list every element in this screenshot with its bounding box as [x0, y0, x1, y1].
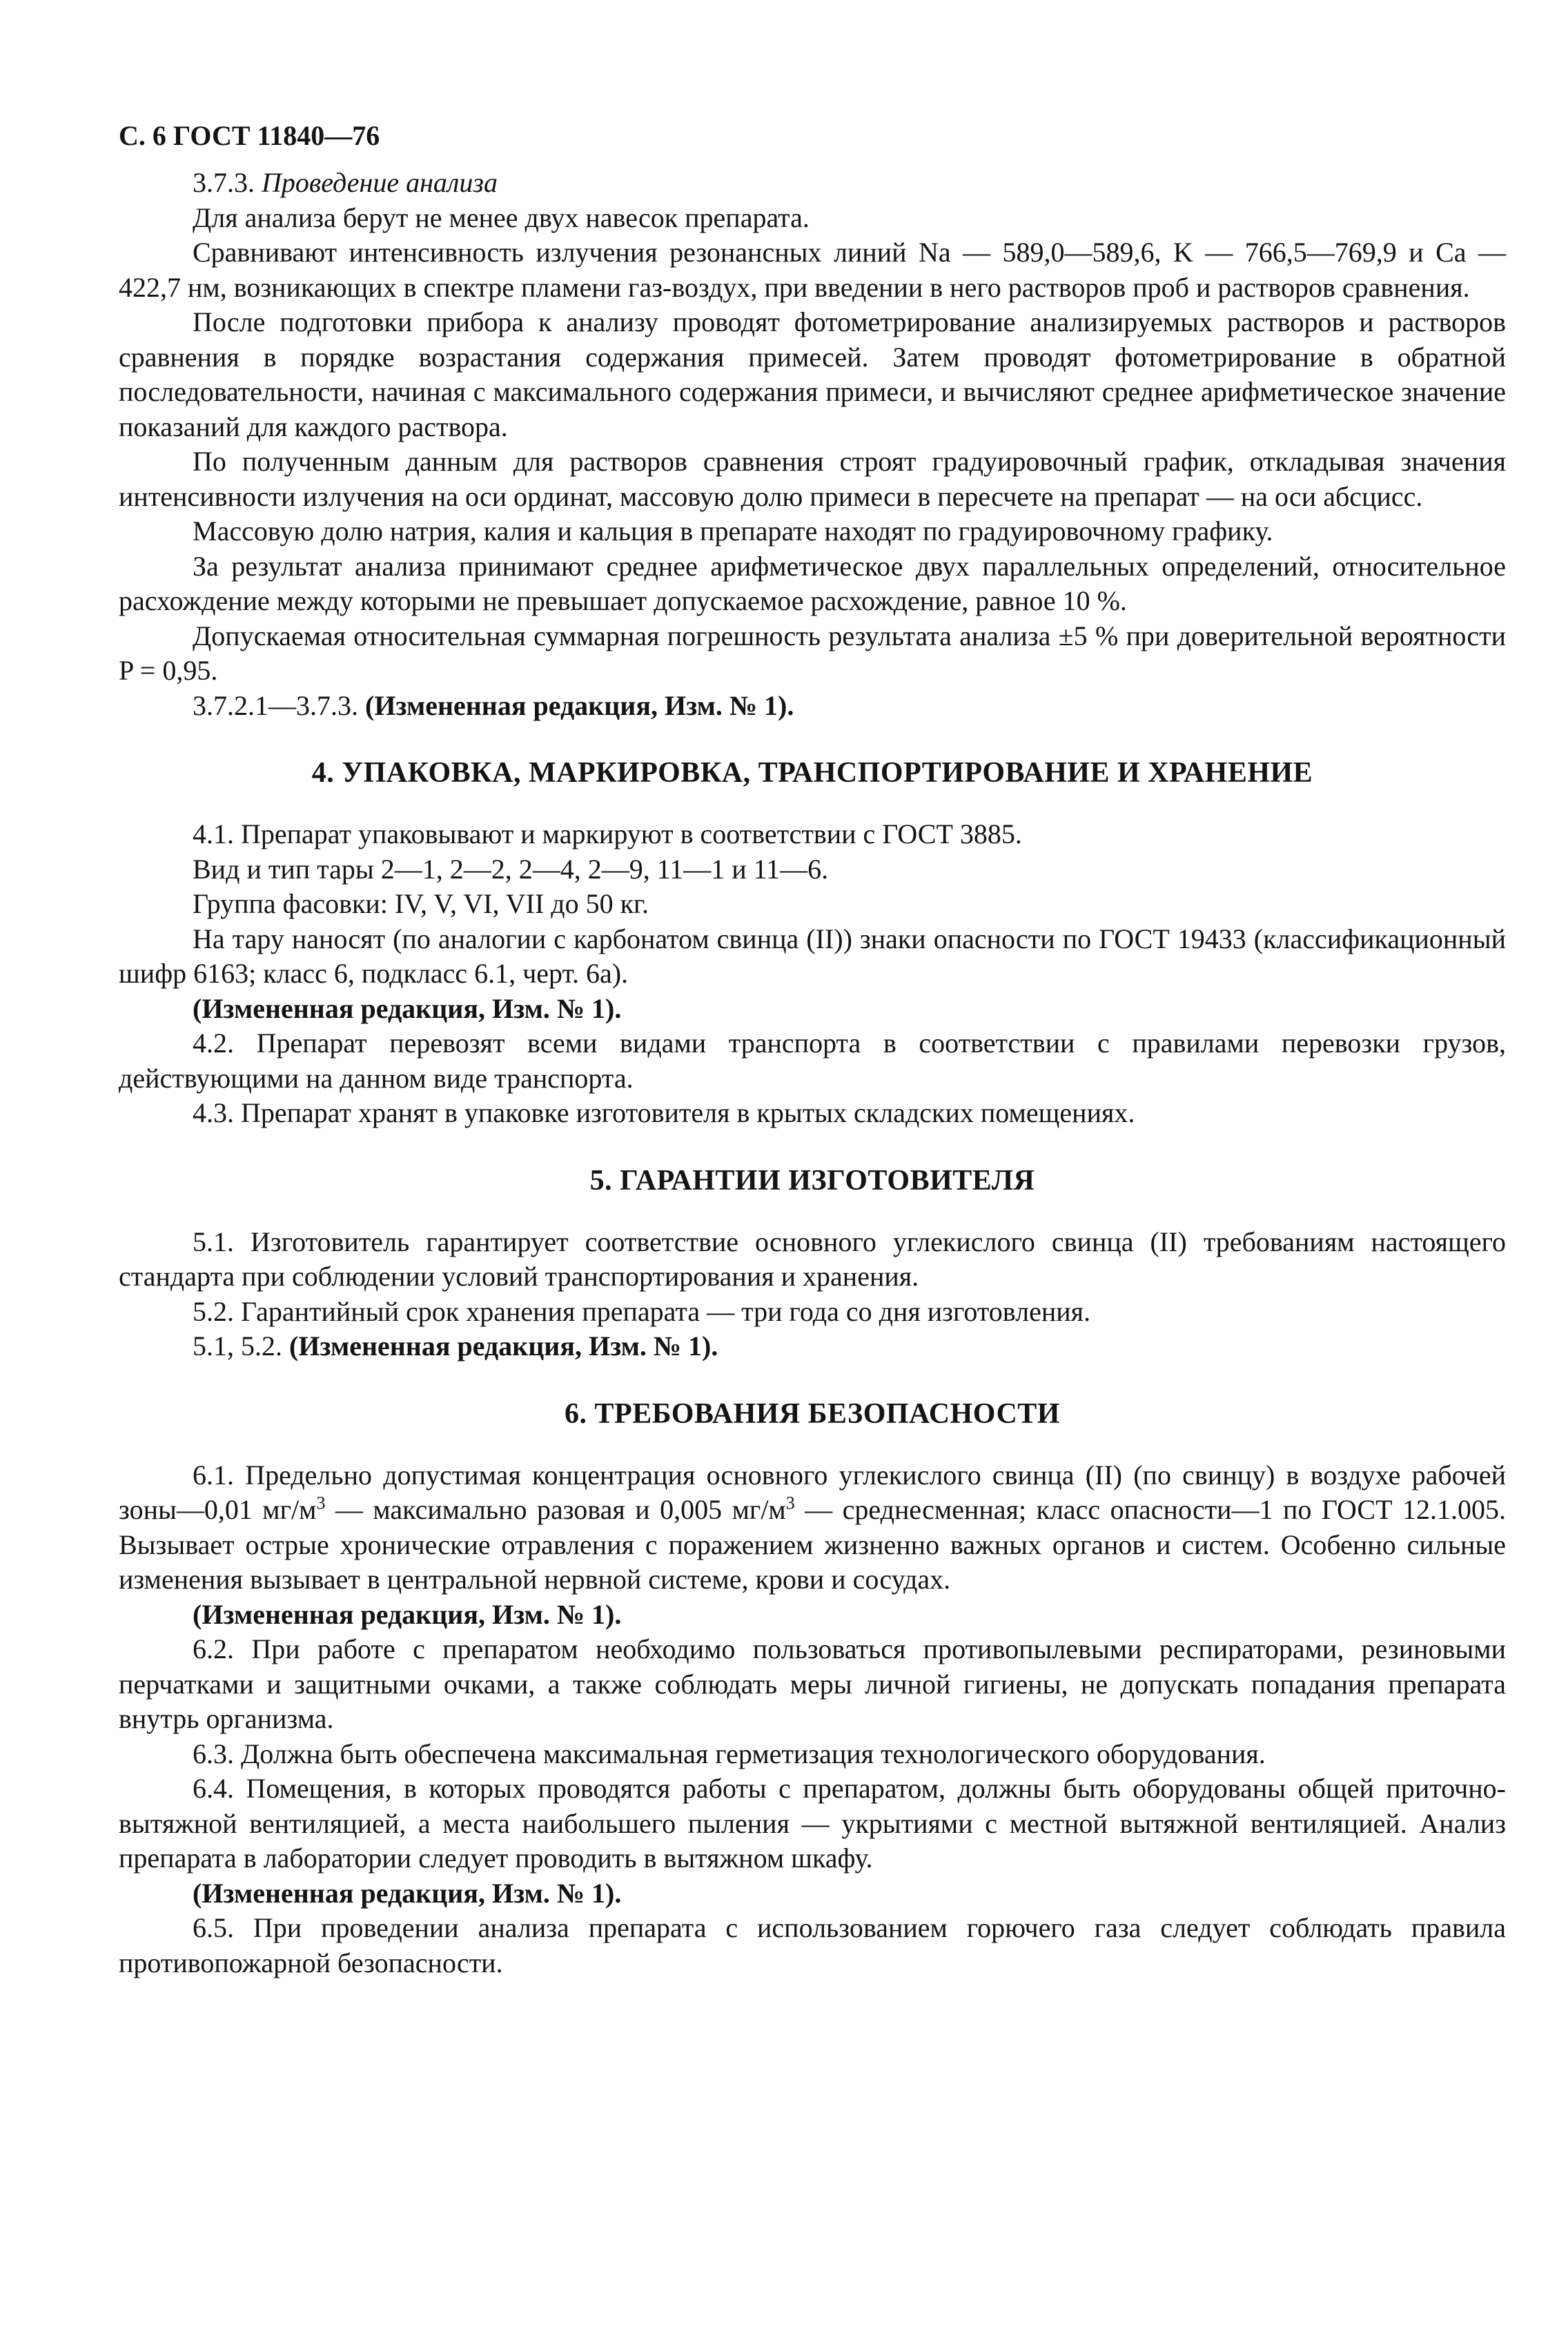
- paragraph-6-4: 6.4. Помещения, в которых проводятся работы с препаратом, должны быть оборудованы общей приточно-вытяжной вентиляцией, а места наибольшего пыления — укрытиями с местной вытяжной вентиляцией. Анализ препарата в лаборатории следует проводить в вытяжном шкафу.: [119, 1773, 1506, 1874]
- superscript: 3: [316, 1493, 326, 1513]
- subsection-number: 3.7.3.: [193, 167, 255, 198]
- amendment-text: (Измененная редакция, Изм. № 1).: [289, 1330, 718, 1362]
- paragraph-5-2: 5.2. Гарантийный срок хранения препарата — три года со дня изготовления.: [193, 1295, 1091, 1327]
- amendment-note-6-4: (Измененная редакция, Изм. № 1).: [193, 1877, 622, 1909]
- paragraph-4-1-hazard-signs: На тару наносят (по аналогии с карбонатом свинца (II)) знаки опасности по ГОСТ 19433 (классификационный шифр 6163; класс 6, подкласс 6.1, черт. 6а).: [119, 923, 1506, 989]
- paragraph-4-3: 4.3. Препарат хранят в упаковке изготовителя в крытых складских помещениях.: [193, 1097, 1135, 1128]
- section-4-title: 4. УПАКОВКА, МАРКИРОВКА, ТРАНСПОРТИРОВАНИЕ И ХРАНЕНИЕ: [311, 757, 1313, 789]
- paragraph-4-1: 4.1. Препарат упаковывают и маркируют в соответствии с ГОСТ 3885.: [193, 818, 1022, 849]
- paragraph-3-7-3-5: Массовую долю натрия, калия и кальция в препарате находят по градуировочному графику.: [193, 515, 1273, 547]
- amendment-note-4-1: (Измененная редакция, Изм. № 1).: [193, 992, 622, 1024]
- section-6-title: 6. ТРЕБОВАНИЯ БЕЗОПАСНОСТИ: [565, 1397, 1060, 1430]
- paragraph-6-3: 6.3. Должна быть обеспечена максимальная герметизация технологического оборудования.: [193, 1738, 1266, 1769]
- paragraph-6-1-part-c: — среднесменная; класс опасности—1 по ГОСТ 12.1.005. Вызывает острые хронические отравления с поражением жизненно важных органов и систем. Особенно сильные изменения вызывает в центральной нервной системе, крови и сосудах.: [119, 1494, 1506, 1595]
- paragraph-3-7-3-6: За результат анализа принимают среднее арифметическое двух параллельных определений, относительное расхождение между которыми не превышает допускаемое расхождение, равное 10 %.: [119, 550, 1506, 616]
- running-head: С. 6 ГОСТ 11840—76: [119, 120, 380, 151]
- paragraph-3-7-3-7: Допускаемая относительная суммарная погрешность результата анализа ±5 % при доверительной вероятности P = 0,95.: [119, 620, 1506, 686]
- paragraph-5-1: 5.1. Изготовитель гарантирует соответствие основного углекислого свинца (II) требованиям настоящего стандарта при соблюдении условий транспортирования и хранения.: [119, 1226, 1506, 1292]
- paragraph-6-1-part-a: 6.1. Предельно допустимая концентрация основного углекислого свинца (II) (по свинцу) в воздухе рабочей зоны—0,01 мг/м: [119, 1459, 1506, 1525]
- amendment-note-3-7: [119, 689, 1506, 724]
- paragraph-4-1-container: Вид и тип тары 2—1, 2—2, 2—4, 2—9, 11—1 и 11—6.: [193, 853, 829, 885]
- paragraph-3-7-3-2: Сравнивают интенсивность излучения резонансных линий Na — 589,0—589,6, K — 766,5—769,9 и Ca — 422,7 нм, возникающих в спектре пламени газ-воздух, при введении в него растворов проб и растворов сравнения.: [119, 237, 1506, 303]
- paragraph-6-1-part-b: — максимально разовая и 0,005 мг/м: [325, 1494, 786, 1525]
- paragraph-4-1-packing-group: Группа фасовки: IV, V, VI, VII до 50 кг.: [193, 888, 649, 919]
- paragraph-3-7-3-3: После подготовки прибора к анализу проводят фотометрирование анализируемых растворов и растворов сравнения в порядке возрастания содержания примесей. Затем проводят фотометрирование в обратной последовательности, начиная с максимального содержания примеси, и вычисляют среднее арифметическое значение показаний для каждого раствора.: [119, 306, 1506, 442]
- amendment-ref: 5.1, 5.2.: [193, 1330, 282, 1362]
- paragraph-6-5: 6.5. При проведении анализа препарата с использованием горючего газа следует соблюдать правила противопожарной безопасности.: [119, 1912, 1506, 1978]
- amendment-note-6-1: (Измененная редакция, Изм. № 1).: [193, 1598, 622, 1630]
- subsection-heading-3-7-3: [119, 166, 1506, 201]
- section-5-title: 5. ГАРАНТИИ ИЗГОТОВИТЕЛЯ: [589, 1164, 1035, 1197]
- document-page: [119, 117, 1506, 1981]
- paragraph-3-7-3-4: По полученным данным для растворов сравнения строят градуировочный график, откладывая значения интенсивности излучения на оси ординат, массовую долю примеси в пересчете на препарат — на оси абсцисс.: [119, 446, 1506, 512]
- paragraph-6-1: [119, 1458, 1506, 1598]
- paragraph-4-2: 4.2. Препарат перевозят всеми видами транспорта в соответствии с правилами перевозки грузов, действующими на данном виде транспорта.: [119, 1028, 1506, 1094]
- paragraph-3-7-3-1: Для анализа берут не менее двух навесок препарата.: [193, 202, 810, 233]
- amendment-ref: 3.7.2.1—3.7.3.: [193, 689, 358, 721]
- paragraph-6-2: 6.2. При работе с препаратом необходимо пользоваться противопылевыми респираторами, резиновыми перчатками и защитными очками, а также соблюдать меры личной гигиены, не допускать попадания препарата внутрь организма.: [119, 1633, 1506, 1734]
- amendment-note-5: [119, 1329, 1506, 1364]
- superscript: 3: [785, 1493, 795, 1513]
- amendment-text: (Измененная редакция, Изм. № 1).: [365, 689, 794, 721]
- subsection-title: Проведение анализа: [262, 167, 498, 198]
